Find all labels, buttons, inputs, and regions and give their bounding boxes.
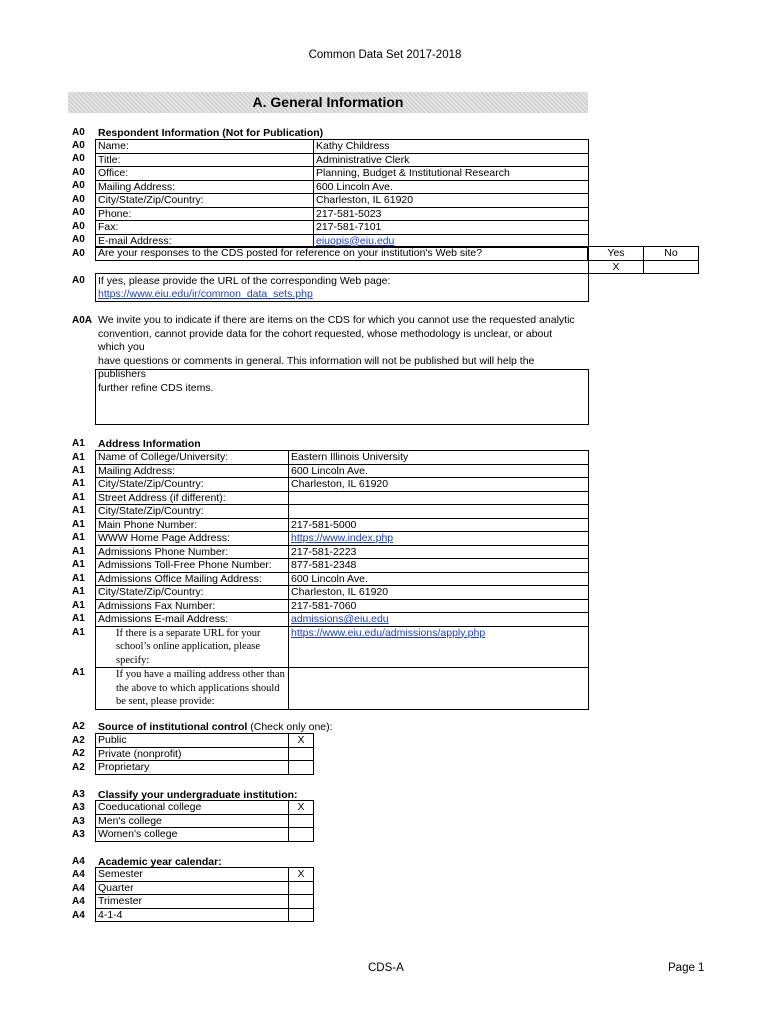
homepage-link[interactable]: https://www.index.php bbox=[291, 532, 394, 544]
url-question: If yes, please provide the URL of the corresponding Web page: bbox=[98, 275, 391, 287]
item-code: A1 bbox=[72, 586, 85, 597]
table-row bbox=[96, 532, 589, 546]
field-label: Admissions Office Mailing Address: bbox=[96, 572, 289, 586]
item-code: A1 bbox=[72, 559, 85, 570]
field-value[interactable] bbox=[289, 491, 589, 505]
field-value[interactable] bbox=[289, 626, 589, 668]
item-code: A4 bbox=[72, 856, 85, 867]
table-row bbox=[96, 814, 314, 828]
field-label: Name of College/University: bbox=[96, 451, 289, 465]
table-row bbox=[96, 478, 589, 492]
section-title-banner: A. General Information bbox=[68, 92, 588, 113]
table-row bbox=[96, 194, 589, 208]
institution-type-table bbox=[95, 800, 314, 842]
field-value[interactable] bbox=[289, 668, 589, 710]
footer-section-code: CDS-A bbox=[368, 962, 404, 974]
field-label: Admissions Toll-Free Phone Number: bbox=[96, 559, 289, 573]
field-label: Mailing Address: bbox=[96, 180, 314, 194]
field-value[interactable]: Planning, Budget & Institutional Research bbox=[314, 167, 589, 181]
option-label: Women's college bbox=[96, 828, 289, 842]
field-value[interactable]: Kathy Childress bbox=[314, 140, 589, 154]
table-row bbox=[96, 572, 589, 586]
field-value[interactable]: Administrative Clerk bbox=[314, 153, 589, 167]
option-checkbox[interactable] bbox=[289, 895, 314, 909]
field-label: City/State/Zip/Country: bbox=[96, 505, 289, 519]
option-checkbox[interactable] bbox=[289, 814, 314, 828]
option-label: 4-1-4 bbox=[96, 908, 289, 922]
a3-heading: Classify your undergraduate institution: bbox=[98, 789, 298, 801]
table-row bbox=[96, 895, 314, 909]
item-code: A1 bbox=[72, 478, 85, 489]
field-label: City/State/Zip/Country: bbox=[96, 586, 289, 600]
item-code: A0 bbox=[72, 234, 85, 245]
item-code: A1 bbox=[72, 546, 85, 557]
online-app-label: If there is a separate URL for your school’s online application, please specify: bbox=[96, 626, 289, 668]
item-code: A2 bbox=[72, 721, 85, 732]
table-row bbox=[96, 221, 589, 235]
paragraph-line: have questions or comments in general. This information will not be published but will help the publishers bbox=[98, 354, 535, 380]
item-code: A4 bbox=[72, 896, 85, 907]
table-row bbox=[96, 908, 314, 922]
table-row bbox=[96, 734, 314, 748]
field-value[interactable]: 217-581-7060 bbox=[289, 599, 589, 613]
field-label: Main Phone Number: bbox=[96, 518, 289, 532]
item-code: A1 bbox=[72, 492, 85, 503]
item-code: A2 bbox=[72, 735, 85, 746]
paragraph-line: further refine CDS items. bbox=[98, 381, 214, 394]
footer-page-number: Page 1 bbox=[668, 962, 705, 974]
table-row bbox=[96, 599, 589, 613]
field-label: E-mail Address: bbox=[96, 234, 314, 248]
respondent-info-table bbox=[95, 139, 589, 248]
item-code: A1 bbox=[72, 573, 85, 584]
field-value[interactable]: Charleston, IL 61920 bbox=[289, 478, 589, 492]
table-row bbox=[96, 167, 589, 181]
table-row bbox=[96, 668, 589, 710]
item-code: A1 bbox=[72, 519, 85, 530]
item-code: A0 bbox=[72, 221, 85, 232]
option-label: Private (nonprofit) bbox=[96, 747, 289, 761]
field-value[interactable]: Eastern Illinois University bbox=[289, 451, 589, 465]
option-checkbox[interactable] bbox=[289, 747, 314, 761]
field-label: Phone: bbox=[96, 207, 314, 221]
option-label: Public bbox=[96, 734, 289, 748]
alt-mail-label: If you have a mailing address other than the above to which applications should be sent, please provide: bbox=[96, 668, 289, 710]
field-value[interactable]: 600 Lincoln Ave. bbox=[289, 572, 589, 586]
table-row bbox=[96, 153, 589, 167]
table-row bbox=[96, 140, 589, 154]
field-label: Admissions E-mail Address: bbox=[96, 613, 289, 627]
field-label: Mailing Address: bbox=[96, 464, 289, 478]
item-code: A4 bbox=[72, 883, 85, 894]
item-code: A1 bbox=[72, 452, 85, 463]
item-code: A0 bbox=[72, 275, 85, 286]
page-header-title: Common Data Set 2017-2018 bbox=[308, 49, 462, 61]
option-checkbox[interactable]: X bbox=[289, 868, 314, 882]
table-row bbox=[96, 613, 589, 627]
cds-url-box bbox=[95, 273, 589, 302]
table-row bbox=[96, 518, 589, 532]
table-row bbox=[96, 868, 314, 882]
yes-checkbox[interactable]: X bbox=[589, 260, 644, 274]
academic-calendar-table bbox=[95, 867, 314, 922]
item-code: A1 bbox=[72, 667, 85, 678]
table-row bbox=[96, 491, 589, 505]
table-row bbox=[96, 451, 589, 465]
table-row bbox=[96, 626, 589, 668]
field-value[interactable] bbox=[289, 505, 589, 519]
option-label: Semester bbox=[96, 868, 289, 882]
item-code: A1 bbox=[72, 505, 85, 516]
a1-heading: Address Information bbox=[98, 438, 201, 450]
email-link[interactable]: eiuopis@eiu.edu bbox=[316, 234, 395, 247]
item-code: A1 bbox=[72, 627, 85, 638]
item-code: A2 bbox=[72, 748, 85, 759]
field-value[interactable]: Charleston, IL 61920 bbox=[289, 586, 589, 600]
table-row bbox=[96, 207, 589, 221]
item-code: A0 bbox=[72, 248, 85, 259]
item-code: A3 bbox=[72, 829, 85, 840]
table-row bbox=[96, 586, 589, 600]
item-code: A0 bbox=[72, 127, 85, 138]
item-code: A1 bbox=[72, 613, 85, 624]
field-label: Admissions Phone Number: bbox=[96, 545, 289, 559]
table-row bbox=[96, 801, 314, 815]
item-code: A3 bbox=[72, 802, 85, 813]
field-value[interactable] bbox=[289, 613, 589, 627]
a4-heading: Academic year calendar: bbox=[98, 856, 222, 868]
institutional-control-table bbox=[95, 733, 314, 775]
item-code: A0 bbox=[72, 180, 85, 191]
field-value[interactable] bbox=[289, 532, 589, 546]
table-row bbox=[96, 545, 589, 559]
item-code: A0 bbox=[72, 153, 85, 164]
table-row bbox=[96, 761, 314, 775]
item-code: A1 bbox=[72, 532, 85, 543]
yes-no-grid bbox=[588, 246, 699, 274]
field-label: Fax: bbox=[96, 221, 314, 235]
field-value[interactable]: 217-581-5000 bbox=[289, 518, 589, 532]
table-row bbox=[96, 180, 589, 194]
field-label: WWW Home Page Address: bbox=[96, 532, 289, 546]
option-checkbox[interactable]: X bbox=[289, 801, 314, 815]
option-checkbox[interactable] bbox=[289, 828, 314, 842]
no-header: No bbox=[644, 247, 699, 261]
cds-posted-question bbox=[95, 246, 588, 261]
yes-header: Yes bbox=[589, 247, 644, 261]
option-label: Proprietary bbox=[96, 761, 289, 775]
field-value[interactable]: 217-581-7101 bbox=[314, 221, 589, 235]
paragraph-line: We invite you to indicate if there are items on the CDS for which you cannot use the requested analytic bbox=[98, 314, 575, 326]
item-code: A0 bbox=[72, 167, 85, 178]
no-checkbox[interactable] bbox=[644, 260, 699, 274]
option-label: Men's college bbox=[96, 814, 289, 828]
table-row bbox=[96, 559, 589, 573]
field-label: Name: bbox=[96, 140, 314, 154]
option-label: Quarter bbox=[96, 881, 289, 895]
item-code: A2 bbox=[72, 762, 85, 773]
item-code: A0 bbox=[72, 194, 85, 205]
item-code: A1 bbox=[72, 438, 85, 449]
address-info-table bbox=[95, 450, 589, 710]
option-label: Coeducational college bbox=[96, 801, 289, 815]
paragraph-line: convention, cannot provide data for the cohort requested, whose methodology is unclear, or about which you bbox=[98, 327, 553, 353]
field-label: City/State/Zip/Country: bbox=[96, 478, 289, 492]
item-code: A4 bbox=[72, 910, 85, 921]
item-code: A1 bbox=[72, 600, 85, 611]
online-app-link[interactable]: https://www.eiu.edu/admissions/apply.php bbox=[291, 626, 486, 639]
a0-heading: Respondent Information (Not for Publication) bbox=[98, 127, 324, 139]
field-value[interactable]: 600 Lincoln Ave. bbox=[289, 464, 589, 478]
option-checkbox[interactable] bbox=[289, 908, 314, 922]
field-value[interactable]: 877-581-2348 bbox=[289, 559, 589, 573]
field-label: Street Address (if different): bbox=[96, 491, 289, 505]
table-row bbox=[96, 747, 314, 761]
item-code: A4 bbox=[72, 869, 85, 880]
item-code: A0A bbox=[72, 315, 93, 326]
admissions-email-link[interactable]: admissions@eiu.edu bbox=[291, 613, 389, 625]
field-label: Office: bbox=[96, 167, 314, 181]
question-text: Are your responses to the CDS posted for reference on your institution's Web site? bbox=[96, 247, 588, 261]
option-checkbox[interactable] bbox=[289, 881, 314, 895]
cds-url-link[interactable]: https://www.eiu.edu/ir/common_data_sets.php bbox=[98, 288, 313, 300]
field-value[interactable]: 217-581-5023 bbox=[314, 207, 589, 221]
item-code: A1 bbox=[72, 465, 85, 476]
comments-textbox[interactable] bbox=[95, 369, 589, 425]
table-row bbox=[96, 464, 589, 478]
item-code: A3 bbox=[72, 789, 85, 800]
table-row bbox=[96, 828, 314, 842]
field-value[interactable]: 217-581-2223 bbox=[289, 545, 589, 559]
table-row bbox=[96, 505, 589, 519]
field-value[interactable]: 600 Lincoln Ave. bbox=[314, 180, 589, 194]
option-label: Trimester bbox=[96, 895, 289, 909]
a2-heading: Source of institutional control (Check only one): bbox=[98, 721, 333, 733]
item-code: A0 bbox=[72, 207, 85, 218]
option-checkbox[interactable]: X bbox=[289, 734, 314, 748]
field-label: Admissions Fax Number: bbox=[96, 599, 289, 613]
field-label: City/State/Zip/Country: bbox=[96, 194, 314, 208]
table-row bbox=[96, 881, 314, 895]
field-value[interactable]: Charleston, IL 61920 bbox=[314, 194, 589, 208]
item-code: A0 bbox=[72, 140, 85, 151]
field-label: Title: bbox=[96, 153, 314, 167]
item-code: A3 bbox=[72, 816, 85, 827]
option-checkbox[interactable] bbox=[289, 761, 314, 775]
